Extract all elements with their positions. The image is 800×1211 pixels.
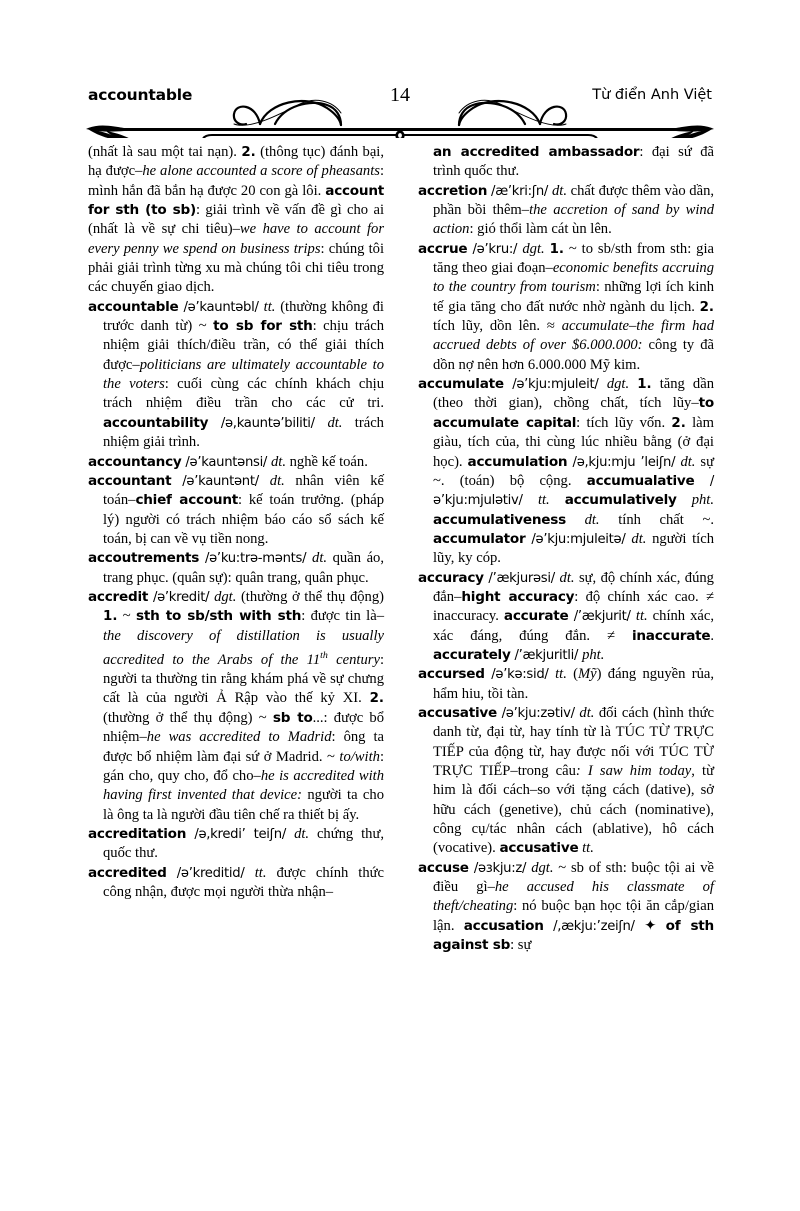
main-rule	[86, 125, 714, 131]
definition-text: (thông tục) đánh bại, hạ được–	[88, 144, 384, 180]
pronunciation: /ə’kredit/	[148, 589, 215, 605]
definition-text: (thường không đi trước danh từ) ~	[103, 298, 384, 335]
definition-text: (nhất là sau một tai nạn).	[88, 144, 242, 160]
definition-text: công ty đã dồn nợ nên hơn 6.000.000 Mỹ kim.	[433, 337, 714, 373]
bold-phrase: account for sth (to sb)	[88, 182, 384, 219]
inner-rule	[202, 135, 598, 138]
bold-phrase: to accumulate capital	[433, 395, 714, 431]
example-italic: century	[327, 651, 380, 668]
pronunciation: /ə’kju:zətiv/	[496, 705, 580, 721]
example-italic: he is accredited with having first invented that device:	[103, 767, 384, 804]
bold-phrase: to sb for sth	[213, 318, 313, 335]
definition-text: nhân viên kế toán–	[103, 472, 385, 509]
definition-text: được chính thức công nhận, được mọi người thừa nhận–	[103, 864, 385, 900]
sense-number: 1.	[103, 609, 118, 625]
headword: accrue	[418, 240, 468, 257]
dictionary-entry	[88, 453, 384, 472]
bold-phrase: inaccurate	[631, 627, 711, 644]
definition-text: trách nhiệm giải trình.	[103, 414, 384, 451]
running-head-word: accountable	[88, 86, 193, 104]
sense-number: 2.	[699, 299, 714, 315]
headword: accursed	[418, 666, 485, 683]
definition-text: tăng dần (theo thời gian), chồng chất, tích lũy–	[433, 376, 714, 412]
pronunciation: /ə’kju:mjuleitə/	[525, 531, 632, 547]
definition-text	[629, 376, 637, 392]
bold-phrase: accumulator	[433, 530, 526, 547]
definition-text: ~ sb of sth: buộc tội ai về điều gì–	[433, 859, 714, 896]
definition-text: ✦	[644, 917, 666, 934]
definition-text: : đại sứ đã trình quốc thư.	[433, 144, 714, 180]
bold-phrase: accusation	[463, 917, 544, 934]
example-italic: the accretion of sand by wind action	[433, 202, 714, 238]
rule-center-lozenge-hole	[398, 133, 402, 138]
example-italic: : I saw him today	[575, 763, 692, 779]
part-of-speech: dt.	[269, 472, 285, 489]
definition-text: : nó buộc bạn học tội ăn cắp/gian lận.	[433, 898, 714, 934]
part-of-speech: dgt.	[522, 240, 545, 257]
headword: accusative	[418, 704, 497, 721]
definition-text: : sự	[510, 937, 532, 954]
definition-text: .	[710, 627, 714, 644]
definition-text: : chịu trách nhiệm giải thích/điều trần, có thể giải thích được–	[103, 318, 384, 373]
sense-number: 1.	[549, 241, 564, 257]
definition-text: : ông ta được bổ nhiệm làm đại sứ ở Madrid. ~	[103, 729, 384, 765]
part-of-speech: tt.	[635, 608, 648, 625]
example-italic: to/with	[339, 748, 380, 765]
pronunciation: /ə,kju:mju ’leiʃn/	[567, 454, 681, 470]
definition-text: ) đáng nguyền rủa, hẩm hiu, tồi tàn.	[433, 666, 715, 702]
part-of-speech: dt.	[551, 182, 567, 199]
headword: accoutrements	[88, 550, 200, 567]
bold-phrase: accumulativeness	[433, 511, 566, 528]
definition-text: tích lũy, dồn lên. ≈	[433, 318, 562, 335]
rule-taper-right-b	[664, 131, 694, 138]
example-italic: we have to account for every penny we spend on business trips	[88, 221, 384, 257]
definition-text: : được tin là–	[301, 608, 384, 625]
superscript: th	[320, 649, 328, 661]
definition-text: : mình hắn đã bắn hạ được 20 con gà lôi.	[88, 163, 384, 199]
rule-taper-left-a	[88, 129, 124, 138]
definition-text: : kế toán trưởng. (pháp lý) người có trách nhiệm báo cáo sổ sách kế toán, bị can về vụ tiền nong.	[103, 492, 384, 547]
bold-phrase: accurately	[433, 646, 511, 663]
headword: accuracy	[418, 569, 484, 586]
headword: accountable	[88, 298, 179, 315]
pronunciation: /ə’kreditid/	[166, 865, 255, 881]
headword: accuse	[418, 859, 469, 876]
definition-text: ...: được bổ nhiệm–	[103, 709, 384, 746]
example-italic: economic benefits accruing to the country from tourism	[433, 260, 715, 296]
dictionary-body	[88, 143, 714, 1163]
definition-text: : giải trình về vấn đề gì cho ai (nhất là về sự chi tiêu)–	[88, 202, 384, 238]
part-of-speech: dt.	[270, 453, 286, 470]
headword: accountancy	[88, 453, 182, 470]
bold-phrase: of sth against sb	[433, 917, 714, 954]
pronunciation: /ə’kru:/	[467, 241, 523, 257]
definition-text: (thường ở thể thụ động)	[236, 588, 384, 605]
definition-text: : người ta thường tin rằng khám phá về sự chưng cất là của người Ả Rập vào thế kỷ XI.	[103, 651, 384, 707]
part-of-speech: dt.	[631, 530, 647, 547]
headword: accreditation	[88, 825, 187, 842]
headword: accountant	[88, 472, 172, 489]
definition-text: tính chất ~.	[599, 511, 714, 528]
bold-phrase: sb to	[272, 709, 313, 726]
part-of-speech: tt.	[578, 840, 594, 857]
dictionary-entry	[88, 864, 384, 903]
definition-text: quần áo, trang phục. (quân sự): quân trang, quân phục.	[103, 550, 385, 586]
part-of-speech: pht.	[582, 646, 605, 663]
dictionary-entry	[418, 240, 714, 375]
part-of-speech: dt.	[559, 569, 575, 586]
pronunciation: /’ækjurit/	[568, 609, 636, 625]
pronunciation: /,ækju:’zeiʃn/	[543, 918, 645, 934]
part-of-speech: dt.	[312, 550, 328, 567]
definition-text: sự ~. (toán) bộ cộng.	[433, 453, 714, 489]
bold-phrase: chief account	[135, 492, 239, 509]
definition-text: : cuối cùng các chính khách chịu trách nhiệm điều trần cho các cử tri.	[103, 376, 384, 412]
example-italic: politicians are ultimately accountable to the voters	[103, 356, 384, 393]
pronunciation: /ə,kredi’ teiʃn/	[186, 826, 295, 842]
dictionary-entry	[418, 143, 714, 182]
page-number: 14	[390, 84, 410, 106]
pronunciation: /ə’kju:mjuleit/	[503, 377, 607, 393]
headword: accredit	[88, 588, 149, 605]
dictionary-entry	[88, 143, 384, 298]
definition-text: người ta cho là ông ta là người đầu tiên chế ra thiết bị ấy.	[103, 787, 385, 823]
definition-text: đối cách (hình thức danh từ, đại từ, hay tính từ là TÚC TỪ TRỰC TIẾP của động từ, hay được nối với TÚC TỪ TRỰC TIẾP–trong câu	[433, 704, 714, 779]
pronunciation: /’ækjuritli/	[510, 647, 583, 663]
definition-text: ~ to sb/sth from sth: gia tăng theo giai đoạn–	[433, 240, 715, 277]
definition-text: : gió thổi làm cát ùn lên.	[469, 221, 612, 238]
part-of-speech: tt.	[263, 298, 276, 315]
dictionary-entry	[88, 472, 384, 549]
definition-text: : những lợi ích kinh tế gia tăng cho đất nước nhờ ngành du lịch.	[433, 279, 714, 315]
dictionary-entry	[418, 182, 714, 240]
sense-number: 1.	[637, 377, 652, 393]
dictionary-entry	[418, 569, 714, 666]
pronunciation: /æ’kri:ʃn/	[487, 183, 552, 199]
part-of-speech: dt.	[565, 511, 600, 528]
bold-phrase: hight accuracy	[461, 588, 575, 605]
example-italic: accumulate–the firm had accrued debts of over $6.000.000:	[433, 318, 714, 354]
definition-text: nghề kế toán.	[285, 453, 368, 470]
dictionary-entry	[418, 859, 714, 956]
sense-number: 2.	[241, 145, 256, 160]
bold-phrase: accurate	[503, 608, 569, 625]
definition-text: (	[566, 666, 579, 683]
part-of-speech: pht.	[676, 492, 714, 509]
pronunciation: /ə’kju:mjulətiv/	[433, 473, 714, 509]
definition-text: , từ him là đối cách–so với tặng cách (dative), sở hữu cách (genetive), chủ cách (nominative), công cụ/tác nhân cách (ablative), hô cách (vocative).	[433, 763, 714, 857]
part-of-speech: tt.	[254, 864, 267, 881]
bold-phrase: accusative	[499, 840, 579, 857]
pronunciation: /ə’kauntəbl/	[178, 299, 264, 315]
definition-text: chính xác, xác đáng, đúng đắn. ≠	[433, 608, 714, 644]
example-italic: the discovery of distillation is usually accredited to the Arabs of the 11	[103, 627, 384, 668]
bold-phrase: accumulatively	[564, 492, 677, 509]
example-italic: he was accredited to Madrid	[146, 729, 332, 746]
pronunciation: /’ækjurəsi/	[483, 570, 560, 586]
running-head	[88, 86, 712, 112]
part-of-speech: dgt.	[606, 376, 630, 393]
part-of-speech: dt.	[294, 825, 310, 842]
definition-text: người tích lũy, ky cóp.	[433, 530, 714, 567]
definition-text: chất được thêm vào dần, phần bồi thêm–	[433, 182, 715, 219]
example-italic: he accused his classmate of theft/cheating	[433, 879, 714, 915]
definition-text: chứng thư, quốc thư.	[103, 825, 384, 862]
definition-text: ~	[117, 608, 137, 625]
definition-text: : độ chính xác cao. ≠ inaccuracy.	[433, 588, 714, 625]
column-left	[88, 143, 384, 1163]
definition-text: làm giàu, tích của, thi cùng lúc nhiều bằng (ở đại học).	[433, 414, 714, 470]
definition-text: sự, độ chính xác, đúng đắn–	[433, 569, 714, 605]
part-of-speech: dt.	[680, 453, 696, 470]
dictionary-entry	[88, 298, 384, 453]
bold-phrase: an accredited ambassador	[433, 144, 640, 160]
sense-number: 2.	[671, 415, 686, 431]
part-of-speech: dt.	[579, 704, 595, 721]
part-of-speech: tt.	[537, 492, 550, 509]
example-italic: he alone accounted a score of pheasants	[142, 163, 380, 180]
rule-center-lozenge	[395, 130, 404, 138]
bold-phrase: accumulation	[467, 453, 568, 470]
definition-text: : tích lũy vốn.	[576, 414, 672, 431]
pronunciation: /ə,kauntə’biliti/	[208, 415, 328, 431]
dictionary-entry	[88, 549, 384, 588]
part-of-speech: dt.	[327, 414, 343, 431]
dictionary-entry	[88, 825, 384, 864]
pronunciation: /əɜkju:z/	[468, 860, 532, 876]
example-italic: Mỹ	[578, 666, 597, 683]
dictionary-title: Từ điển Anh Việt	[592, 87, 712, 103]
bold-phrase: accumualative	[586, 472, 695, 489]
headword: accumulate	[418, 376, 504, 393]
dictionary-entry	[418, 665, 714, 704]
bold-phrase: sth to sb/sth with sth	[136, 608, 302, 625]
pronunciation: /ə’ku:trə-mənts/	[199, 551, 313, 567]
column-right	[418, 143, 714, 1163]
part-of-speech: tt.	[555, 666, 567, 683]
part-of-speech: dgt.	[531, 859, 554, 876]
pronunciation: /ə’kə:sid/	[484, 667, 556, 683]
rule-taper-left-b	[106, 131, 136, 138]
definition-text	[550, 492, 565, 508]
headword: accretion	[418, 182, 488, 199]
definition-text: : chúng tôi phải giải trình từng xu mà chúng tôi chi tiêu trong các chuyến giao dịch.	[88, 240, 384, 296]
bold-phrase: accountability	[103, 414, 209, 431]
headword: accredited	[88, 864, 167, 881]
pronunciation: /ə’kauntənsi/	[181, 454, 271, 470]
definition-text: (thường ở thể thụ động) ~	[103, 709, 273, 726]
dictionary-entry	[418, 375, 714, 568]
part-of-speech: dgt.	[214, 588, 237, 605]
definition-text: : gán cho, quy cho, đổ cho–	[103, 748, 384, 784]
dictionary-entry	[88, 588, 384, 825]
pronunciation: /ə’kauntənt/	[171, 473, 270, 489]
rule-taper-right-a	[676, 129, 712, 138]
sense-number: 2.	[369, 691, 384, 707]
dictionary-entry	[418, 704, 714, 859]
